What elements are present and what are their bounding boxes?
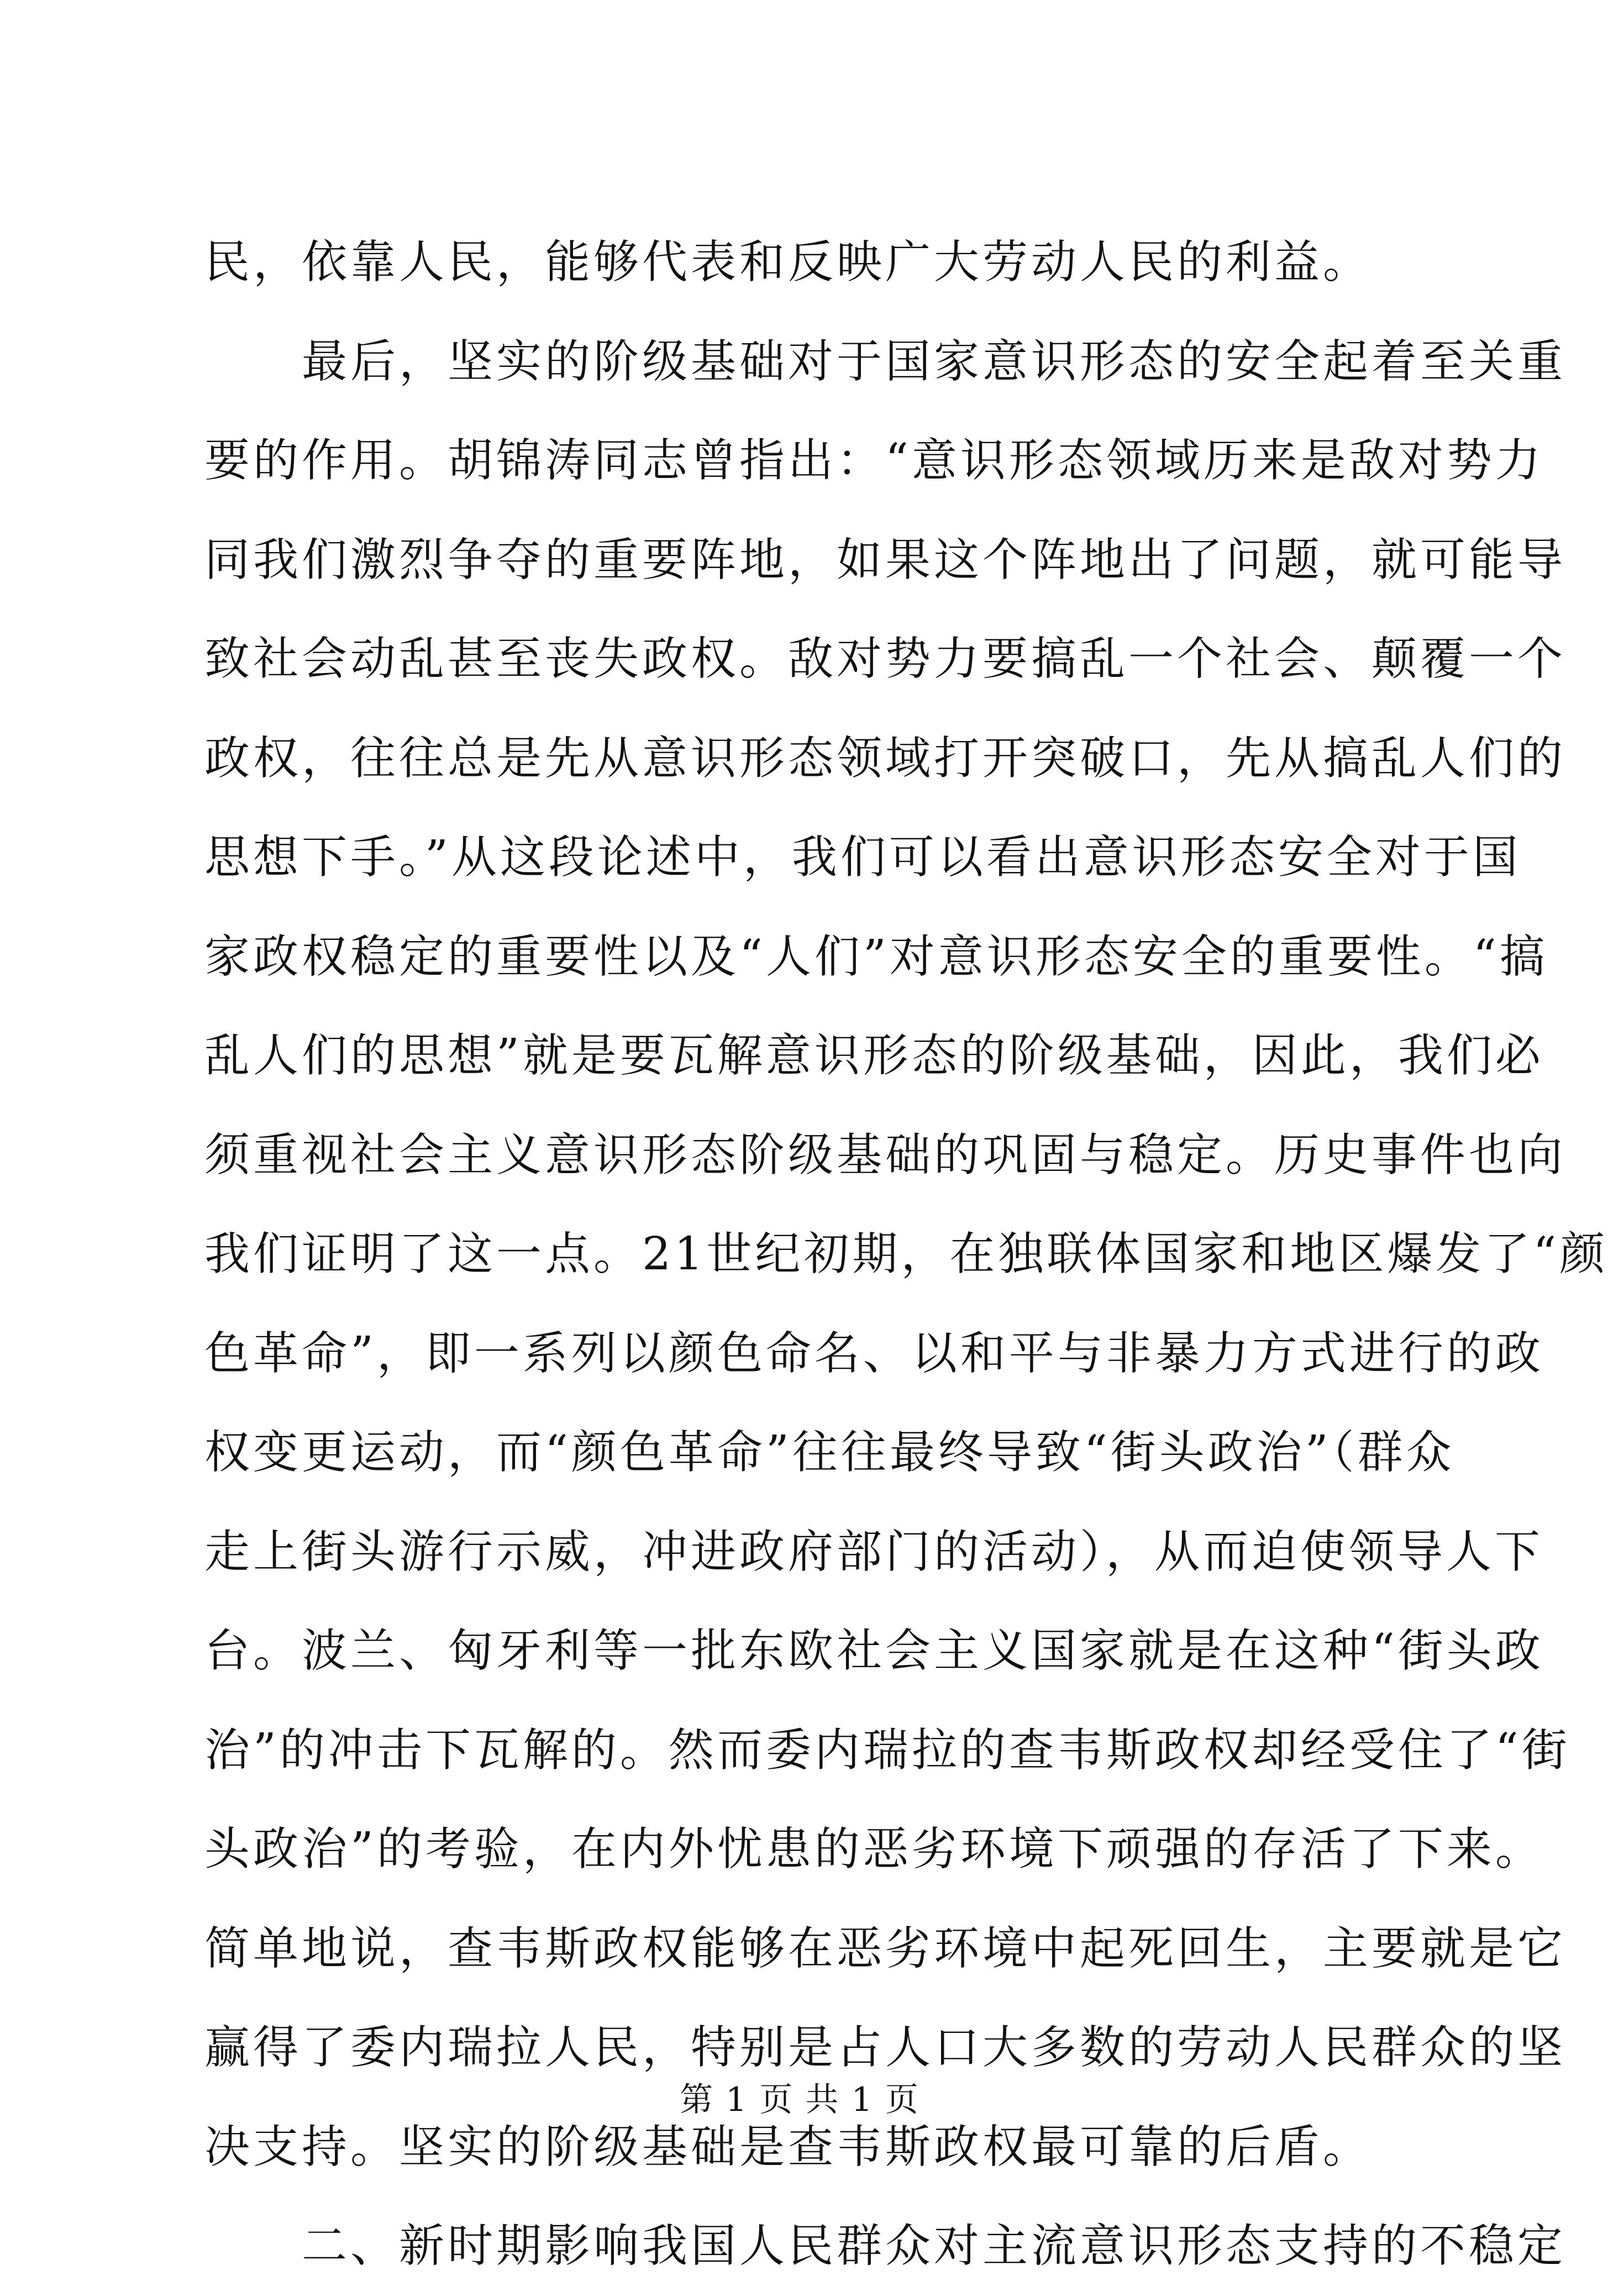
text-line: 简单地说，查韦斯政权能够在恶劣环境中起死回生，主要就是它	[204, 1922, 1567, 1975]
text-line: 乱人们的思想”就是要瓦解意识形态的阶级基础，因此，我们必	[204, 1029, 1544, 1082]
text-line: 须重视社会主义意识形态阶级基础的巩固与稳定。历史事件也向	[204, 1128, 1567, 1181]
text-line: 同我们激烈争夺的重要阵地，如果这个阵地出了问题，就可能导	[204, 533, 1567, 586]
text-line: 民，依靠人民，能够代表和反映广大劳动人民的利益。	[204, 236, 1372, 288]
text-line: 权变更运动，而“颜色革命”往往最终导致“街头政治”（群众	[204, 1426, 1455, 1479]
text-line: 政权，往往总是先从意识形态领域打开突破口，先从搞乱人们的	[204, 732, 1567, 785]
text-line: 家政权稳定的重要性以及“人们”对意识形态安全的重要性。“搞	[204, 930, 1548, 983]
text-line: 我们证明了这一点。21世纪初期，在独联体国家和地区爆发了“颜	[204, 1228, 1608, 1280]
text-line: 思想下手。”从这段论述中，我们可以看出意识形态安全对于国	[204, 831, 1521, 884]
text-line: 致社会动乱甚至丧失政权。敌对势力要搞乱一个社会、颠覆一个	[204, 633, 1567, 685]
text-line: 色革命”，即一系列以颜色命名、以和平与非暴力方式进行的政	[204, 1327, 1544, 1380]
text-line: 要的作用。胡锦涛同志曾指出：“意识形态领域历来是敌对势力	[204, 434, 1544, 487]
text-line: 二、新时期影响我国人民群众对主流意识形态支持的不稳定	[204, 2220, 1567, 2272]
text-line: 走上街头游行示威，冲进政府部门的活动），从而迫使领导人下	[204, 1525, 1544, 1578]
document-body	[204, 213, 1608, 2296]
text-line: 治”的冲击下瓦解的。然而委内瑞拉的查韦斯政权却经受住了“街	[204, 1724, 1570, 1777]
text-line: 台。波兰、匈牙利等一批东欧社会主义国家就是在这种“街头政	[204, 1625, 1544, 1677]
text-line: 头政治”的考验，在内外忧患的恶劣环境下顽强的存活了下来。	[204, 1823, 1544, 1875]
text-line: 赢得了委内瑞拉人民，特别是占人口大多数的劳动人民群众的坚	[204, 2021, 1567, 2074]
page-footer: 第 1 页 共 1 页	[680, 2080, 919, 2119]
text-line: 最后，坚实的阶级基础对于国家意识形态的安全起着至关重	[204, 335, 1567, 388]
text-line: 决支持。坚实的阶级基础是查韦斯政权最可靠的后盾。	[204, 2120, 1372, 2173]
